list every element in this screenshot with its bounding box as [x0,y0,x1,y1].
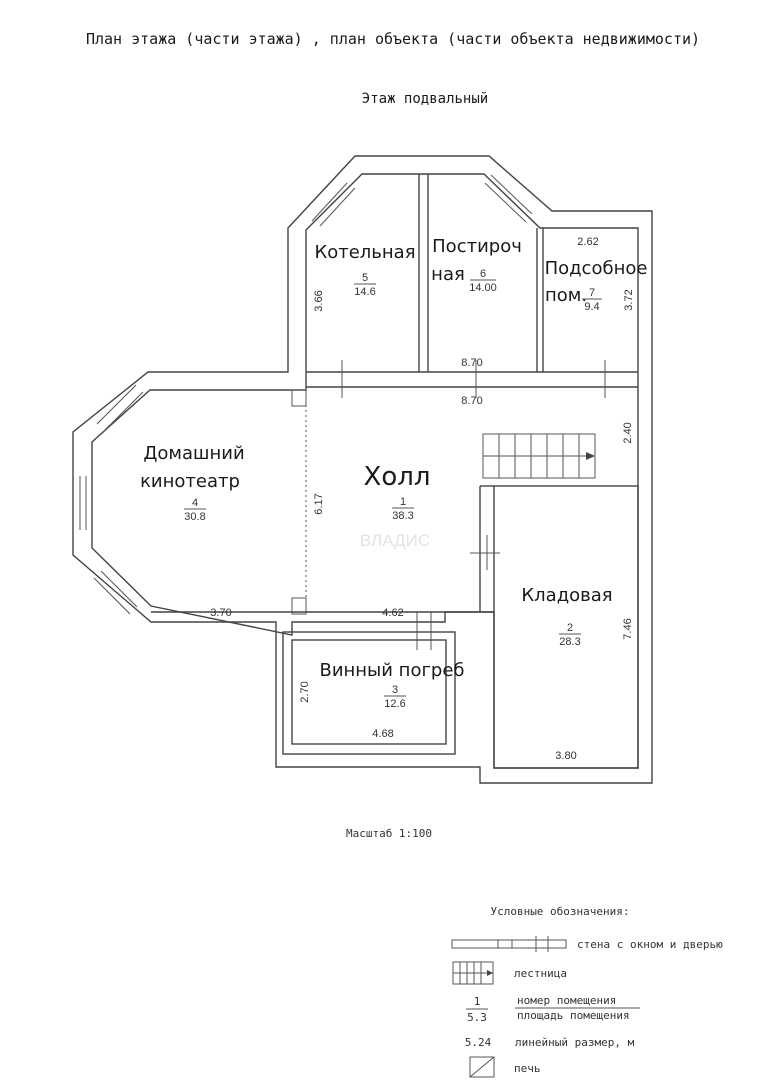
dim-3-72: 3.72 [623,289,635,311]
legend-sample-number: 1 [473,995,481,1008]
dim-2-62: 2.62 [577,236,599,248]
dim-2-70: 2.70 [299,681,311,703]
legend-dim-label: линейный размер, м [515,1036,635,1049]
legend-dim-sample: 5.24 [464,1036,492,1049]
room-number-utility: 7 [588,287,596,299]
dim-8-70-bottom: 8.70 [461,395,483,407]
room-labels [140,236,647,710]
legend-title: Условные обозначения: [490,905,630,918]
dim-4-68: 4.68 [372,728,394,740]
room-number-hall: 1 [399,496,407,508]
room-name-wine-cellar: Винный погреб [319,660,465,681]
room-name-home-cinema-line2: кинотеатр [140,471,240,492]
room-number-storage: 2 [566,622,574,634]
plan-title: План этажа (части этажа) , план объекта (части объекта недвижимости) [85,30,701,48]
legend-stairs-label: лестница [514,967,567,980]
room-name-boiler: Котельная [314,242,416,263]
dim-3-66: 3.66 [313,290,325,312]
legend-stairs-symbol [453,962,493,984]
legend-stove-symbol [470,1057,494,1077]
legend-room-area-label: площадь помещения [517,1009,630,1022]
legend-wall-symbol [452,936,566,952]
scale-label: Масштаб 1:100 [345,827,433,840]
dim-2-40: 2.40 [622,422,634,444]
room-number-home-cinema: 4 [191,497,199,509]
dim-3-80: 3.80 [555,750,577,762]
room-name-utility-line2: пом. [544,285,588,306]
room-name-hall: Холл [363,462,431,492]
legend-stove-label: печь [514,1062,541,1075]
room-name-home-cinema-line1: Домашний [143,443,245,464]
room-number-boiler: 5 [361,272,369,284]
dim-7-46: 7.46 [622,618,634,640]
room-number-wine-cellar: 3 [391,684,399,696]
dimensions [210,236,635,762]
room-name-laundry-line2: ная [431,264,465,285]
dim-8-70-top: 8.70 [461,357,483,369]
dim-4-62: 4.62 [382,607,404,619]
room-area-boiler: 14.6 [354,286,376,298]
room-name-storage: Кладовая [521,585,613,606]
room-name-utility-line1: Подсобное [544,258,648,279]
legend-room-number-label: номер помещения [517,994,617,1007]
legend [452,905,723,1077]
room-area-utility: 9.4 [584,301,600,313]
room-area-wine-cellar: 12.6 [384,698,406,710]
room-area-laundry: 14.00 [469,282,497,294]
legend-wall-label: стена с окном и дверью [577,938,723,951]
room-area-storage: 28.3 [559,636,581,648]
stairs [483,434,595,478]
room-number-laundry: 6 [479,268,487,280]
legend-sample-area: 5.3 [467,1011,487,1024]
dim-3-70: 3.70 [210,607,232,619]
dim-6-17: 6.17 [313,493,325,515]
floor-label: Этаж подвальный [361,91,489,107]
room-area-home-cinema: 30.8 [184,511,206,523]
watermark: ВЛАДИС [359,531,431,550]
room-name-laundry-line1: Постироч [432,236,522,257]
room-area-hall: 38.3 [392,510,414,522]
